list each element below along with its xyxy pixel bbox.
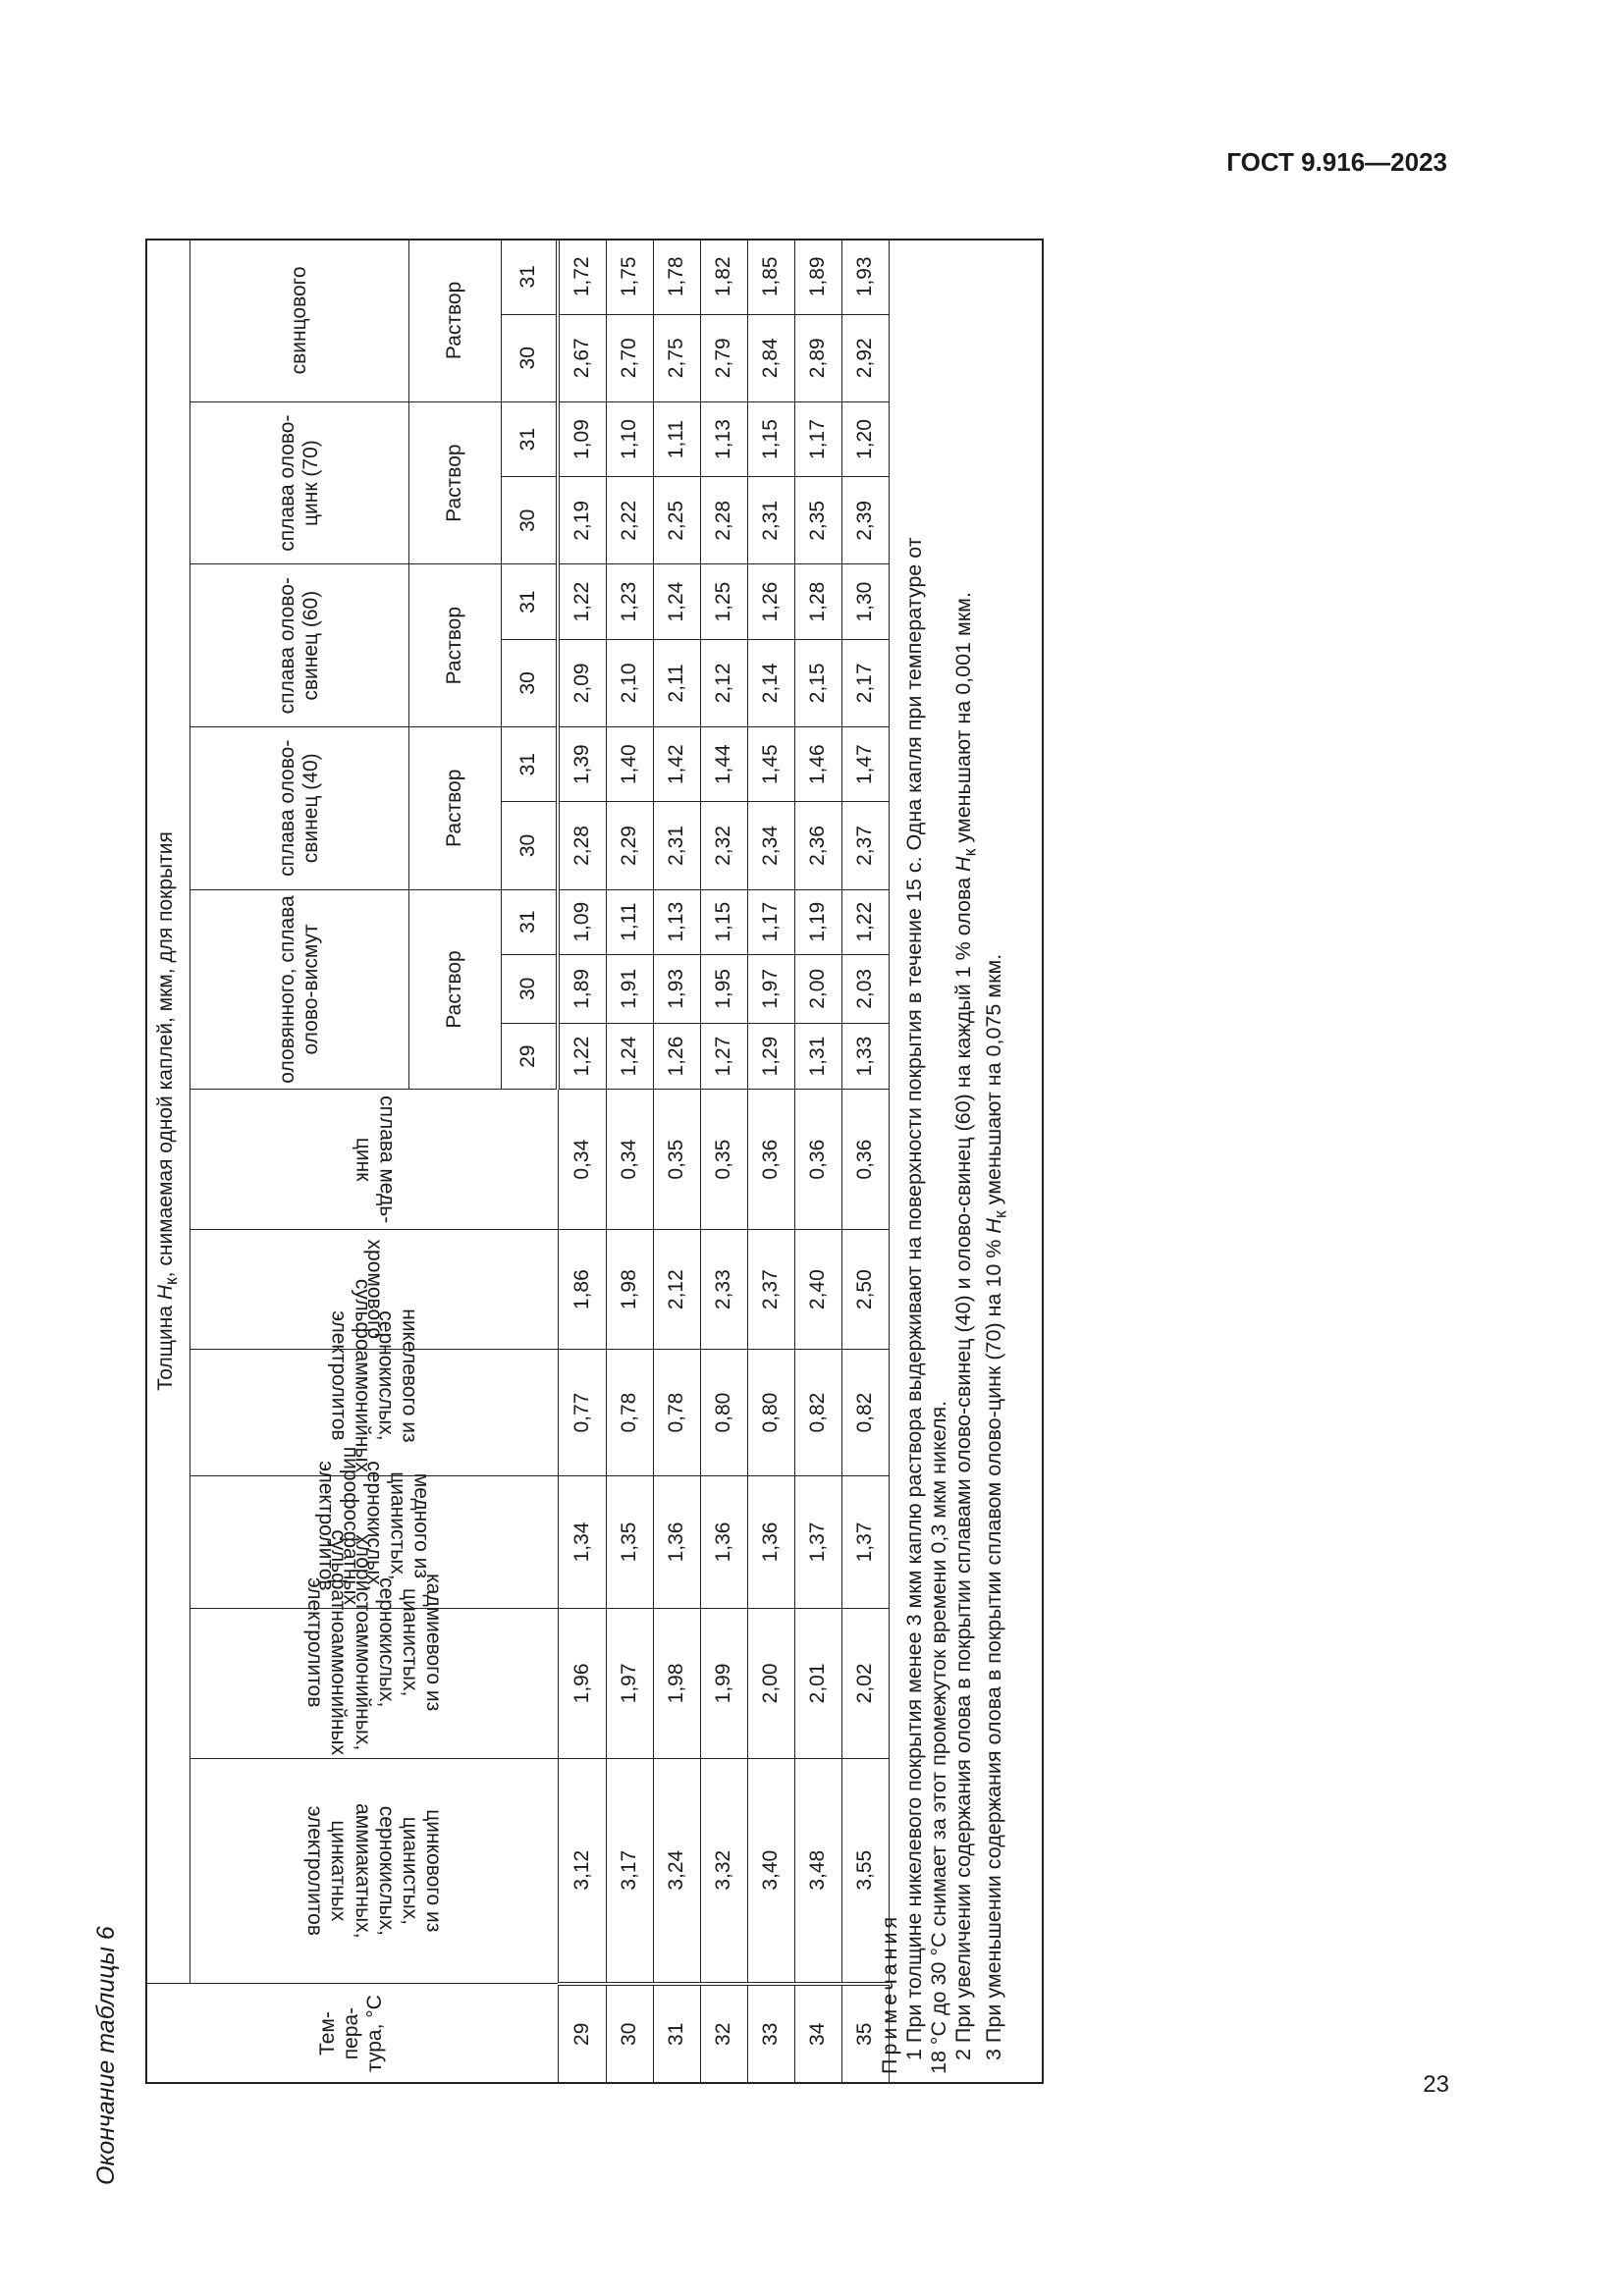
notes-block xyxy=(874,239,1013,2084)
value-cell: 1,22 xyxy=(558,1023,607,1090)
value-cell: 2,19 xyxy=(558,477,607,564)
value-cell: 1,98 xyxy=(607,1230,654,1350)
value-cell: 0,82 xyxy=(842,1350,890,1476)
value-cell: 1,13 xyxy=(654,889,701,954)
page-number: 23 xyxy=(1423,2071,1449,2098)
value-cell: 2,40 xyxy=(795,1230,842,1350)
value-cell: 1,26 xyxy=(654,1023,701,1090)
value-cell: 1,30 xyxy=(842,564,890,639)
value-cell: 1,89 xyxy=(795,240,842,315)
value-cell: 2,12 xyxy=(701,639,748,726)
value-cell: 2,10 xyxy=(607,639,654,726)
value-cell: 2,75 xyxy=(654,314,701,401)
coating-cadmium: кадмиевого из цианистых, сернокислых, хлористоаммонийных, сульфатноаммонийных электролитов xyxy=(190,1608,559,1758)
header-row-coatings xyxy=(190,240,409,2084)
value-cell: 0,34 xyxy=(558,1090,607,1230)
value-cell: 3,17 xyxy=(607,1758,654,1983)
value-cell: 2,84 xyxy=(748,314,795,401)
value-cell: 2,32 xyxy=(701,802,748,889)
value-cell: 1,97 xyxy=(607,1608,654,1758)
value-cell: 1,86 xyxy=(558,1230,607,1350)
value-cell: 1,89 xyxy=(558,954,607,1023)
header-row-main xyxy=(146,240,190,2084)
value-cell: 1,13 xyxy=(701,401,748,476)
value-cell: 1,91 xyxy=(607,954,654,1023)
value-cell: 0,35 xyxy=(701,1090,748,1230)
value-cell: 2,67 xyxy=(558,314,607,401)
value-cell: 1,75 xyxy=(607,240,654,315)
solution-number: 31 xyxy=(502,726,559,801)
value-cell: 0,80 xyxy=(701,1350,748,1476)
value-cell: 1,46 xyxy=(795,726,842,801)
coating-lead: свинцового xyxy=(190,240,409,402)
value-cell: 1,29 xyxy=(748,1023,795,1090)
value-cell: 2,22 xyxy=(607,477,654,564)
value-cell: 2,28 xyxy=(558,802,607,889)
value-cell: 0,78 xyxy=(607,1350,654,1476)
solution-number: 31 xyxy=(502,240,559,315)
value-cell: 0,36 xyxy=(842,1090,890,1230)
coating-chrome: хромового xyxy=(190,1230,559,1350)
value-cell: 0,82 xyxy=(795,1350,842,1476)
value-cell: 1,20 xyxy=(842,401,890,476)
value-cell: 0,35 xyxy=(654,1090,701,1230)
temperature-cell: 33 xyxy=(748,1984,795,2084)
value-cell: 1,11 xyxy=(607,889,654,954)
solution-label: Раствор xyxy=(409,401,502,564)
value-cell: 1,82 xyxy=(701,240,748,315)
table-row xyxy=(654,240,701,2084)
value-cell: 1,31 xyxy=(795,1023,842,1090)
temperature-cell: 34 xyxy=(795,1984,842,2084)
coating-copper: медного из цианистых, сернокислых, пирофосфатных электролитов xyxy=(190,1475,559,1608)
solution-number: 30 xyxy=(502,954,559,1023)
value-cell: 1,36 xyxy=(701,1475,748,1608)
value-cell: 2,33 xyxy=(701,1230,748,1350)
value-cell: 2,11 xyxy=(654,639,701,726)
solution-number: 29 xyxy=(502,1023,559,1090)
temperature-cell: 32 xyxy=(701,1984,748,2084)
notes-title: Примечания xyxy=(878,1912,901,2074)
value-cell: 1,95 xyxy=(701,954,748,1023)
main-header: Толщина $H_к$, снимаемая одной каплей, мкм, для покрытия xyxy=(146,240,190,1984)
value-cell: 3,32 xyxy=(701,1758,748,1983)
value-cell: 2,34 xyxy=(748,802,795,889)
solution-label: Раствор xyxy=(409,889,502,1090)
value-cell: 0,34 xyxy=(607,1090,654,1230)
coating-tin-lead-40: сплава олово-свинец (40) xyxy=(190,726,409,889)
value-cell: 2,00 xyxy=(748,1608,795,1758)
value-cell: 2,15 xyxy=(795,639,842,726)
value-cell: 2,14 xyxy=(748,639,795,726)
coating-tin-zinc-70: сплава олово-цинк (70) xyxy=(190,401,409,564)
value-cell: 3,48 xyxy=(795,1758,842,1983)
value-cell: 3,40 xyxy=(748,1758,795,1983)
value-cell: 2,31 xyxy=(748,477,795,564)
value-cell: 2,29 xyxy=(607,802,654,889)
temperature-cell: 31 xyxy=(654,1984,701,2084)
value-cell: 1,37 xyxy=(842,1475,890,1608)
value-cell: 1,33 xyxy=(842,1023,890,1090)
data-table xyxy=(145,239,890,2084)
value-cell: 2,92 xyxy=(842,314,890,401)
value-cell: 1,17 xyxy=(748,889,795,954)
value-cell: 1,39 xyxy=(558,726,607,801)
value-cell: 1,78 xyxy=(654,240,701,315)
value-cell: 1,24 xyxy=(654,564,701,639)
value-cell: 1,37 xyxy=(795,1475,842,1608)
solution-number: 31 xyxy=(502,401,559,476)
value-cell: 1,09 xyxy=(558,889,607,954)
table-row xyxy=(607,240,654,2084)
value-cell: 1,36 xyxy=(748,1475,795,1608)
solution-number: 31 xyxy=(502,889,559,954)
note-1-line-1: 1 При толщине никелевого покрытия менее 3 мкм каплю раствора выдерживают на поверхности покрытия в течение 15 с. Одна капля при температуре от xyxy=(902,537,926,2060)
table-row xyxy=(795,240,842,2084)
value-cell: 2,25 xyxy=(654,477,701,564)
coating-tin-lead-60: сплава олово-свинец (60) xyxy=(190,564,409,727)
solution-number: 30 xyxy=(502,314,559,401)
value-cell: 2,37 xyxy=(842,802,890,889)
value-cell: 1,45 xyxy=(748,726,795,801)
value-cell: 1,85 xyxy=(748,240,795,315)
value-cell: 1,22 xyxy=(558,564,607,639)
value-cell: 1,34 xyxy=(558,1475,607,1608)
value-cell: 2,01 xyxy=(795,1608,842,1758)
value-cell: 1,97 xyxy=(748,954,795,1023)
coating-zinc: цинкового из цианистых, сернокислых, аммиакатных, цинкатных электролитов xyxy=(190,1758,559,1983)
value-cell: 2,36 xyxy=(795,802,842,889)
temperature-cell: 35 xyxy=(842,1984,890,2084)
value-cell: 1,36 xyxy=(654,1475,701,1608)
value-cell: 2,37 xyxy=(748,1230,795,1350)
temperature-cell: 30 xyxy=(607,1984,654,2084)
value-cell: 1,22 xyxy=(842,889,890,954)
solution-number: 30 xyxy=(502,802,559,889)
value-cell: 2,35 xyxy=(795,477,842,564)
value-cell: 0,36 xyxy=(795,1090,842,1230)
value-cell: 3,55 xyxy=(842,1758,890,1983)
temperature-header: Тем- пера- тура, °С xyxy=(146,1984,559,2084)
value-cell: 2,12 xyxy=(654,1230,701,1350)
value-cell: 1,15 xyxy=(748,401,795,476)
solution-number: 30 xyxy=(502,477,559,564)
value-cell: 1,27 xyxy=(701,1023,748,1090)
value-cell: 1,19 xyxy=(795,889,842,954)
value-cell: 1,11 xyxy=(654,401,701,476)
table-caption: Окончание таблицы 6 xyxy=(92,1926,120,2185)
solution-label: Раствор xyxy=(409,564,502,727)
value-cell: 1,09 xyxy=(558,401,607,476)
value-cell: 1,99 xyxy=(701,1608,748,1758)
value-cell: 2,28 xyxy=(701,477,748,564)
value-cell: 0,36 xyxy=(748,1090,795,1230)
value-cell: 0,80 xyxy=(748,1350,795,1476)
value-cell: 1,44 xyxy=(701,726,748,801)
value-cell: 0,77 xyxy=(558,1350,607,1476)
data-rows xyxy=(558,240,890,2084)
value-cell: 1,17 xyxy=(795,401,842,476)
value-cell: 1,26 xyxy=(748,564,795,639)
value-cell: 1,93 xyxy=(654,954,701,1023)
value-cell: 1,47 xyxy=(842,726,890,801)
value-cell: 1,10 xyxy=(607,401,654,476)
table-row xyxy=(748,240,795,2084)
value-cell: 3,24 xyxy=(654,1758,701,1983)
value-cell: 2,50 xyxy=(842,1230,890,1350)
value-cell: 2,03 xyxy=(842,954,890,1023)
coating-nickel: никелевого из сернокислых, сульфоаммонийных электролитов xyxy=(190,1350,559,1476)
value-cell: 2,17 xyxy=(842,639,890,726)
solution-label: Раствор xyxy=(409,240,502,402)
table-row xyxy=(701,240,748,2084)
value-cell: 1,96 xyxy=(558,1608,607,1758)
value-cell: 1,23 xyxy=(607,564,654,639)
solution-label: Раствор xyxy=(409,726,502,889)
note-2: 2 При увеличении содержания олова в покрытии сплавами олово-свинец (40) и олово-свинец (60) на каждый 1 % олова $H_к$ уменьшают на 0,001 мкм. xyxy=(951,592,980,2060)
note-1-line-2: 18 °С до 30 °С снимает за этот промежуток времени 0,3 мкм никеля. xyxy=(927,1400,950,2074)
value-cell: 3,12 xyxy=(558,1758,607,1983)
value-cell: 1,42 xyxy=(654,726,701,801)
value-cell: 1,25 xyxy=(701,564,748,639)
value-cell: 1,40 xyxy=(607,726,654,801)
solution-number: 31 xyxy=(502,564,559,639)
temperature-cell: 29 xyxy=(558,1984,607,2084)
value-cell: 2,09 xyxy=(558,639,607,726)
solution-number: 30 xyxy=(502,639,559,726)
value-cell: 1,93 xyxy=(842,240,890,315)
value-cell: 2,31 xyxy=(654,802,701,889)
value-cell: 2,89 xyxy=(795,314,842,401)
value-cell: 2,39 xyxy=(842,477,890,564)
value-cell: 2,00 xyxy=(795,954,842,1023)
value-cell: 1,15 xyxy=(701,889,748,954)
coating-brass: сплава медь-цинк xyxy=(190,1090,559,1230)
value-cell: 1,28 xyxy=(795,564,842,639)
value-cell: 0,78 xyxy=(654,1350,701,1476)
value-cell: 2,70 xyxy=(607,314,654,401)
value-cell: 1,35 xyxy=(607,1475,654,1608)
rotated-table-block xyxy=(145,239,1044,2084)
value-cell: 1,98 xyxy=(654,1608,701,1758)
document-code: ГОСТ 9.916—2023 xyxy=(1226,147,1447,177)
note-3: 3 При уменьшении содержания олова в покрытии сплавом олово-цинк (70) на 10 % $H_к$ уменьшают на 0,075 мкм. xyxy=(982,953,1010,2060)
value-cell: 1,24 xyxy=(607,1023,654,1090)
value-cell: 2,79 xyxy=(701,314,748,401)
value-cell: 1,72 xyxy=(558,240,607,315)
table-row xyxy=(558,240,607,2084)
value-cell: 2,02 xyxy=(842,1608,890,1758)
coating-tin-bismuth: оловянного, сплава олово-висмут xyxy=(190,889,409,1090)
